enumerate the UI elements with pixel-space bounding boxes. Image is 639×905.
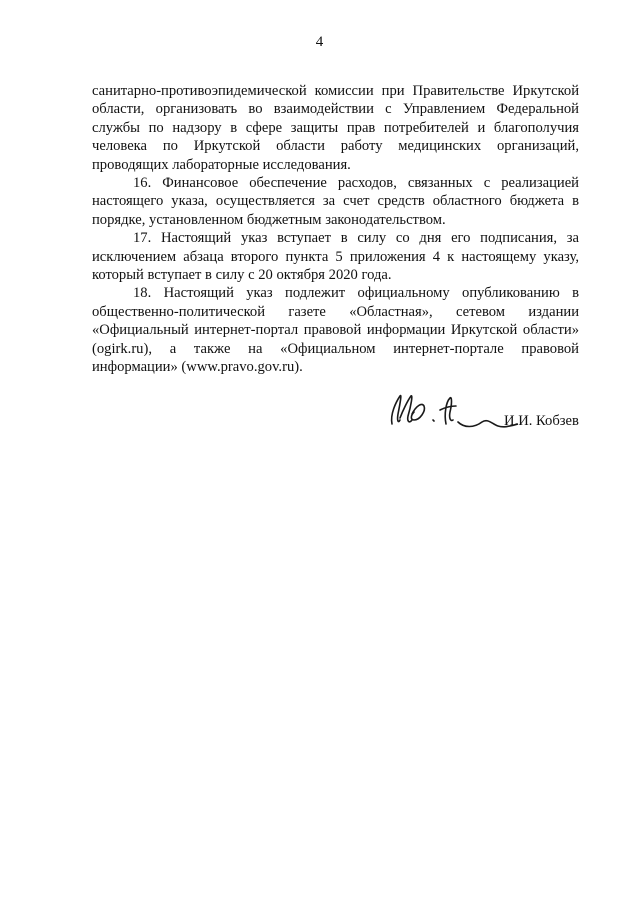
paragraph-continuation: санитарно-противоэпидемической комиссии при Правительстве Иркутской области, организовать во взаимодействии с Управлением Федеральной службы по надзору в сфере защиты прав потребителей и благополучия человека по Иркутской области работу медицинских организаций, проводящих лабораторные исследования.: [92, 83, 579, 173]
paragraph-17: 17. Настоящий указ вступает в силу со дня его подписания, за исключением абзаца второго пункта 5 приложения 4 к настоящему указу, который вступает в силу с 20 октября 2020 года.: [92, 230, 579, 284]
handwritten-signature-icon: [378, 384, 518, 444]
signer-name: И.И. Кобзев: [504, 413, 579, 429]
paragraph-16: 16. Финансовое обеспечение расходов, связанных с реализацией настоящего указа, осуществляется за счет средств областного бюджета в порядке, установленном бюджетным законодательством.: [92, 175, 579, 228]
document-body: [92, 82, 579, 377]
signature-block: [378, 384, 588, 444]
paragraph-18: 18. Настоящий указ подлежит официальному опубликованию в общественно-политической газете «Областная», сетевом издании «Официальный интернет-портал правовой информации Иркутской области» (ogirk.ru), а также на «Официальном интернет-портале правовой информации» (www.pravo.gov.ru).: [92, 285, 579, 376]
page-number: 4: [315, 34, 324, 50]
